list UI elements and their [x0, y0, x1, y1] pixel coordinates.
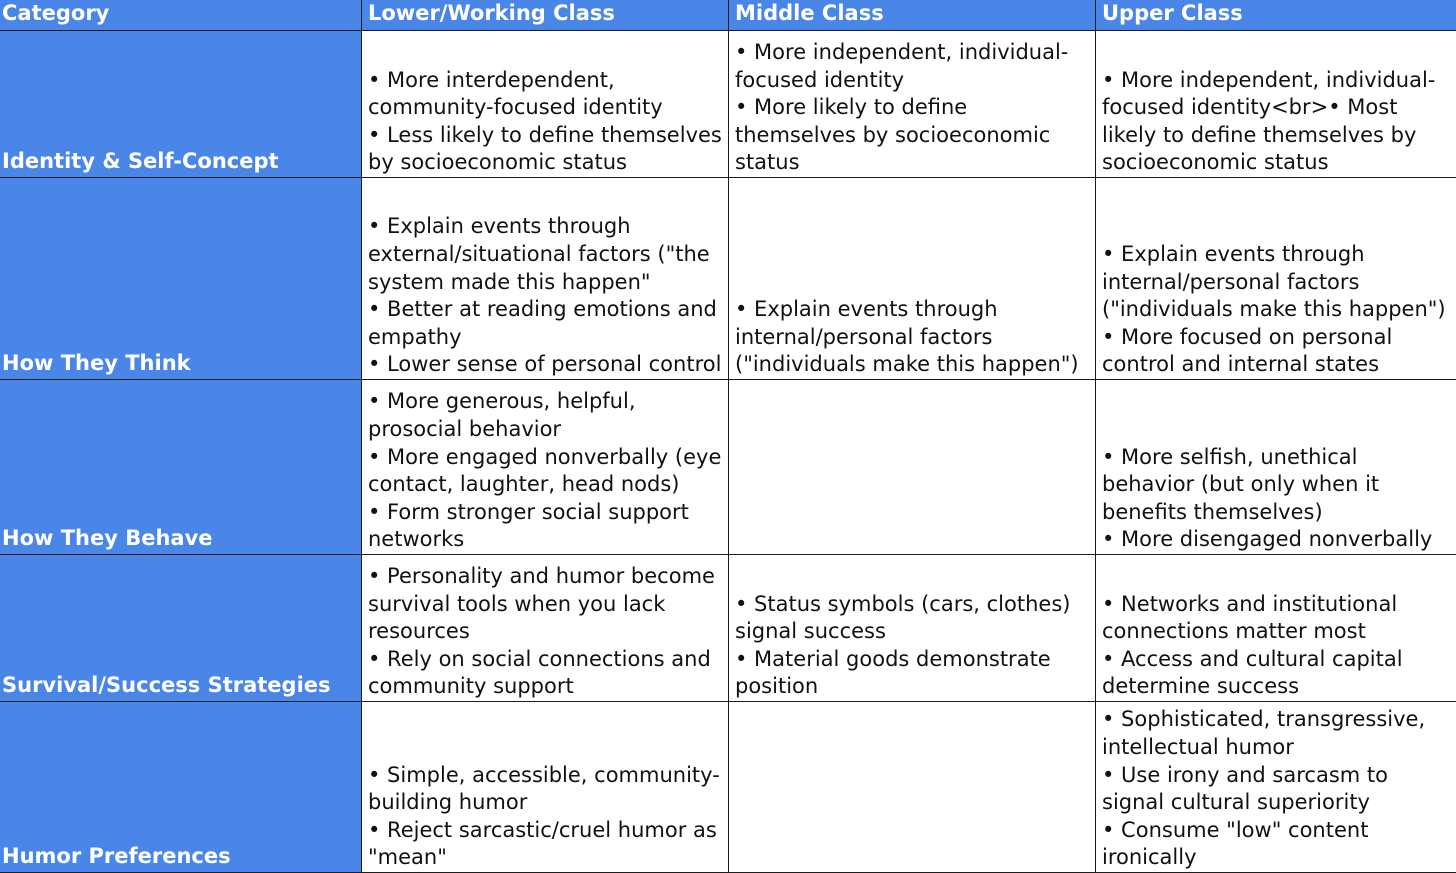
cell-middle	[729, 702, 1096, 873]
bullet-line: • Material goods demonstrate position	[735, 646, 1051, 699]
cell-lower	[362, 31, 729, 178]
bullet-line: • More disengaged nonverbally	[1102, 527, 1433, 552]
bullet-line: • Use irony and sarcasm to signal cultural superiority	[1102, 762, 1388, 815]
cell-upper	[1096, 31, 1456, 178]
row-category: Identity & Self-Concept	[0, 31, 362, 178]
bullet-line: • Consume "low" content ironically	[1102, 817, 1369, 870]
header-upper-class: Upper Class	[1096, 0, 1456, 31]
bullet-line: • Explain events through internal/personal factors ("individuals make this happen")	[735, 297, 1079, 377]
bullet-line: • Status symbols (cars, clothes) signal success	[735, 591, 1071, 644]
bullet-line: • More independent, individual-focused identity<br>• Most likely to define themselves by socioeconomic status	[1102, 67, 1436, 175]
bullet-line: • More interdependent, community-focused identity	[368, 67, 663, 120]
bullet-line: • Form stronger social support networks	[368, 499, 689, 552]
bullet-line: • More focused on personal control and internal states	[1102, 324, 1393, 377]
cell-lower	[362, 555, 729, 702]
row-category: Humor Preferences	[0, 702, 362, 873]
header-lower-class: Lower/Working Class	[362, 0, 729, 31]
bullet-line: • Less likely to define themselves by socioeconomic status	[368, 122, 722, 175]
row-category: Survival/Success Strategies	[0, 555, 362, 702]
cell-upper	[1096, 380, 1456, 555]
bullet-line: • Lower sense of personal control	[368, 352, 722, 377]
cell-middle	[729, 555, 1096, 702]
bullet-line: • More engaged nonverbally (eye contact, laughter, head nods)	[368, 444, 722, 497]
bullet-line: • Rely on social connections and community support	[368, 646, 711, 699]
bullet-line: • Explain events through external/situational factors ("the system made this happen"	[368, 214, 710, 294]
header-category: Category	[0, 0, 362, 31]
bullet-line: • More independent, individual-focused identity	[735, 40, 1069, 92]
bullet-line: • More selfish, unethical behavior (but only when it benefits themselves)	[1102, 444, 1380, 524]
row-category: How They Think	[0, 178, 362, 380]
bullet-line: • Personality and humor become survival tools when you lack resources	[368, 564, 715, 644]
bullet-line: • More likely to define themselves by socioeconomic status	[735, 95, 1051, 175]
bullet-line: • More generous, helpful, prosocial behavior	[368, 389, 636, 442]
cell-upper	[1096, 702, 1456, 873]
cell-lower	[362, 380, 729, 555]
cell-middle	[729, 31, 1096, 178]
bullet-line: • Reject sarcastic/cruel humor as "mean"	[368, 817, 717, 870]
header-middle-class: Middle Class	[729, 0, 1096, 31]
cell-middle	[729, 380, 1096, 555]
cell-lower	[362, 178, 729, 380]
cell-middle	[729, 178, 1096, 380]
bullet-line: • Sophisticated, transgressive, intellectual humor	[1102, 707, 1426, 760]
bullet-line: • Better at reading emotions and empathy	[368, 297, 717, 349]
bullet-line: • Access and cultural capital determine success	[1102, 646, 1403, 699]
cell-upper	[1096, 178, 1456, 380]
bullet-line: • Simple, accessible, community-building humor	[368, 762, 720, 815]
bullet-line: • Explain events through internal/personal factors ("individuals make this happen")	[1102, 242, 1446, 322]
cell-lower	[362, 702, 729, 873]
cell-upper	[1096, 555, 1456, 702]
row-category: How They Behave	[0, 380, 362, 555]
bullet-line: • Networks and institutional connections matter most	[1102, 591, 1398, 644]
